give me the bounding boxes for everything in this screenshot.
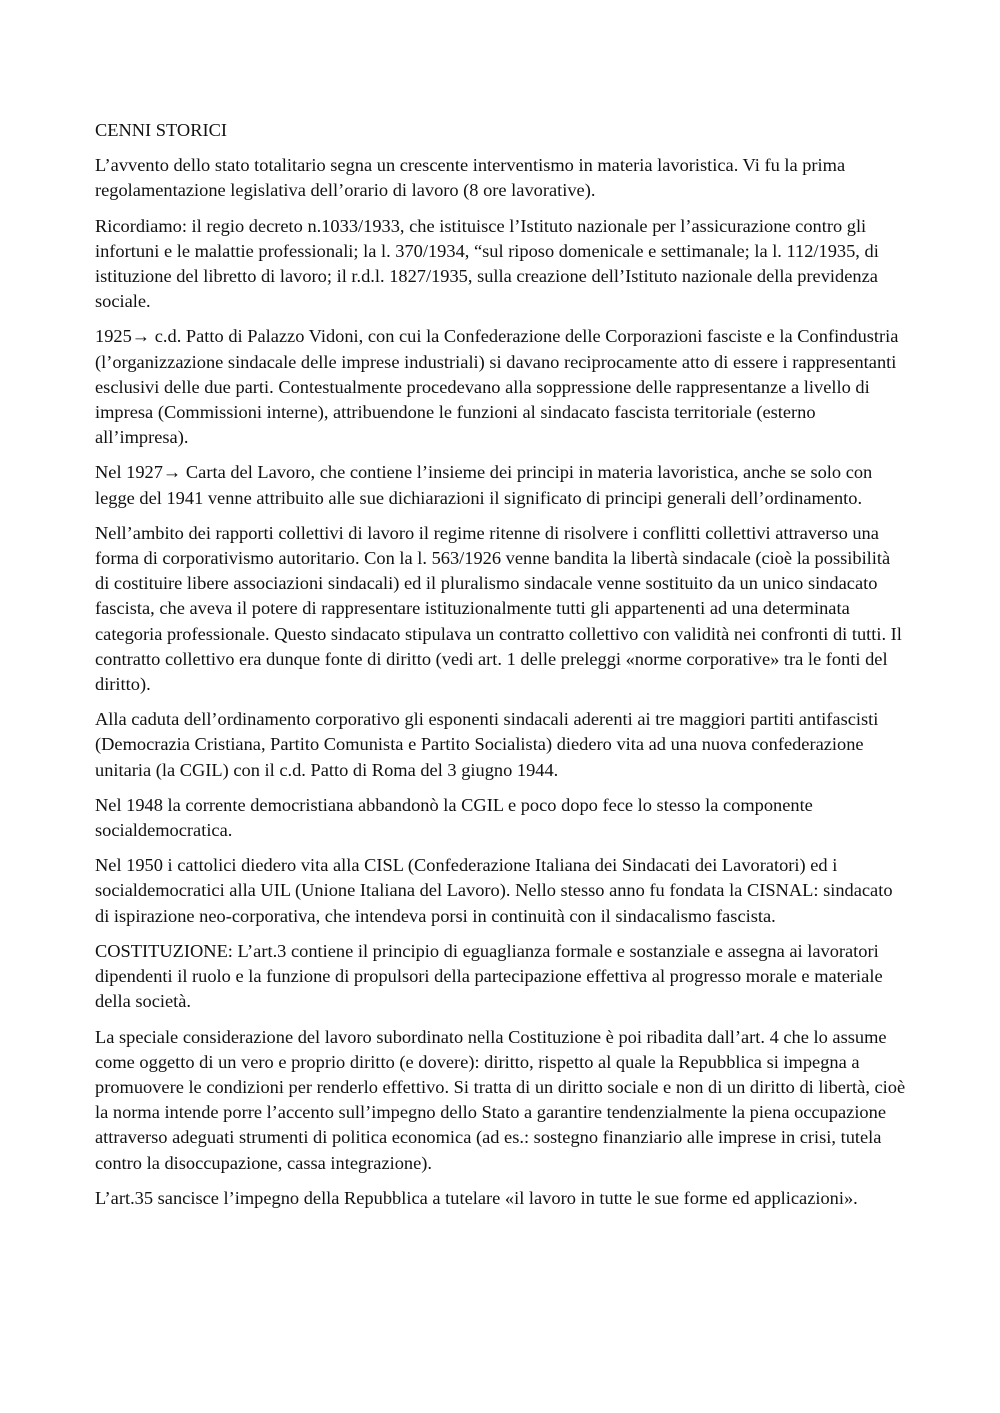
paragraph-art4: La speciale considerazione del lavoro subordinato nella Costituzione è poi ribadita dall’art. 4 che lo assume come oggetto di un vero e proprio diritto (e dovere): diritto, rispetto al quale la Repubblica si impegna a promuovere le condizioni per renderlo effettivo. Si tratta di un diritto sociale e non di un diritto di libertà, cioè la norma intende porre l’accento sull’impegno dello Stato a garantire tendenzialmente la piena occupazione attraverso adeguati strumenti di politica economica (ad es.: sostegno finanziario alle imprese in crisi, tutela contro la disoccupazione, cassa integrazione).	[95, 1026, 906, 1173]
paragraph-costituzione-art3: COSTITUZIONE: L’art.3 contiene il principio di eguaglianza formale e sostanziale e assegna ai lavoratori dipendenti il ruolo e la funzione di propulsori della partecipazione effettiva al progresso morale e materiale della società.	[95, 940, 883, 1012]
paragraph-1948: Nel 1948 la corrente democristiana abbandonò la CGIL e poco dopo fece lo stesso la componente socialdemocratica.	[95, 794, 813, 841]
paragraph-rapporti-collettivi: Nell’ambito dei rapporti collettivi di lavoro il regime ritenne di risolvere i conflitti collettivi attraverso una forma di corporativismo autoritario. Con la l. 563/1926 venne bandita la libertà sindacale (cioè la possibilità di costituire libere associazioni sindacali) ed il pluralismo sindacale venne sostituito da un unico sindacato fascista, che aveva il potere di rappresentare istituzionalmente tutti gli appartenenti ad una determinata categoria professionale. Questo sindacato stipulava un contratto collettivo con validità nei confronti di tutti. Il contratto collettivo era dunque fonte di diritto (vedi art. 1 delle preleggi «norme corporative» tra le fonti del diritto).	[95, 522, 902, 695]
paragraph-1950: Nel 1950 i cattolici diedero vita alla CISL (Confederazione Italiana dei Sindacati dei Lavoratori) ed i socialdemocratici alla UIL (Unione Italiana del Lavoro). Nello stesso anno fu fondata la CISNAL: sindacato di ispirazione neo-corporativa, che intendeva porsi in continuità con il sindacalismo fascista.	[95, 855, 893, 926]
document-page	[95, 118, 907, 1221]
paragraph-1925-palazzo-vidoni: 1925→ c.d. Patto di Palazzo Vidoni, con cui la Confederazione delle Corporazioni fasciste e la Confindustria (l’organizzazione sindacale delle imprese industriali) si davano reciprocamente atto di essere i rappresentanti esclusivi delle due parti. Contestualmente procedevano alla soppressione delle rappresentanze a livello di impresa (Commissioni interne), attribuendone le funzioni al sindacato fascista territoriale (esterno all’impresa).	[95, 326, 899, 448]
paragraph-caduta-ordinamento: Alla caduta dell’ordinamento corporativo gli esponenti sindacali aderenti ai tre maggiori partiti antifascisti (Democrazia Cristiana, Partito Comunista e Partito Socialista) diedero vita ad una nuova confederazione unitaria (la CGIL) con il c.d. Patto di Roma del 3 giugno 1944.	[95, 709, 879, 780]
paragraph-art35: L’art.35 sancisce l’impegno della Repubblica a tutelare «il lavoro in tutte le sue forme ed applicazioni».	[95, 1187, 858, 1208]
paragraph-ricordiamo: Ricordiamo: il regio decreto n.1033/1933, che istituisce l’Istituto nazionale per l’assicurazione contro gli infortuni e le malattie professionali; la l. 370/1934, “sul riposo domenicale e settimanale; la l. 112/1935, di istituzione del libretto di lavoro; il r.d.l. 1827/1935, sulla creazione dell’Istituto nazionale della previdenza sociale.	[95, 215, 879, 312]
document-title: CENNI STORICI	[95, 120, 227, 140]
paragraph-1927-carta-lavoro: Nel 1927→ Carta del Lavoro, che contiene l’insieme dei principi in materia lavoristica, anche se solo con legge del 1941 venne attribuito alle sue dichiarazioni il significato di principi generali dell’ordinamento.	[95, 462, 873, 508]
paragraph-stato-totalitario: L’avvento dello stato totalitario segna un crescente interventismo in materia lavoristica. Vi fu la prima regolamentazione legislativa dell’orario di lavoro (8 ore lavorative).	[95, 155, 846, 201]
